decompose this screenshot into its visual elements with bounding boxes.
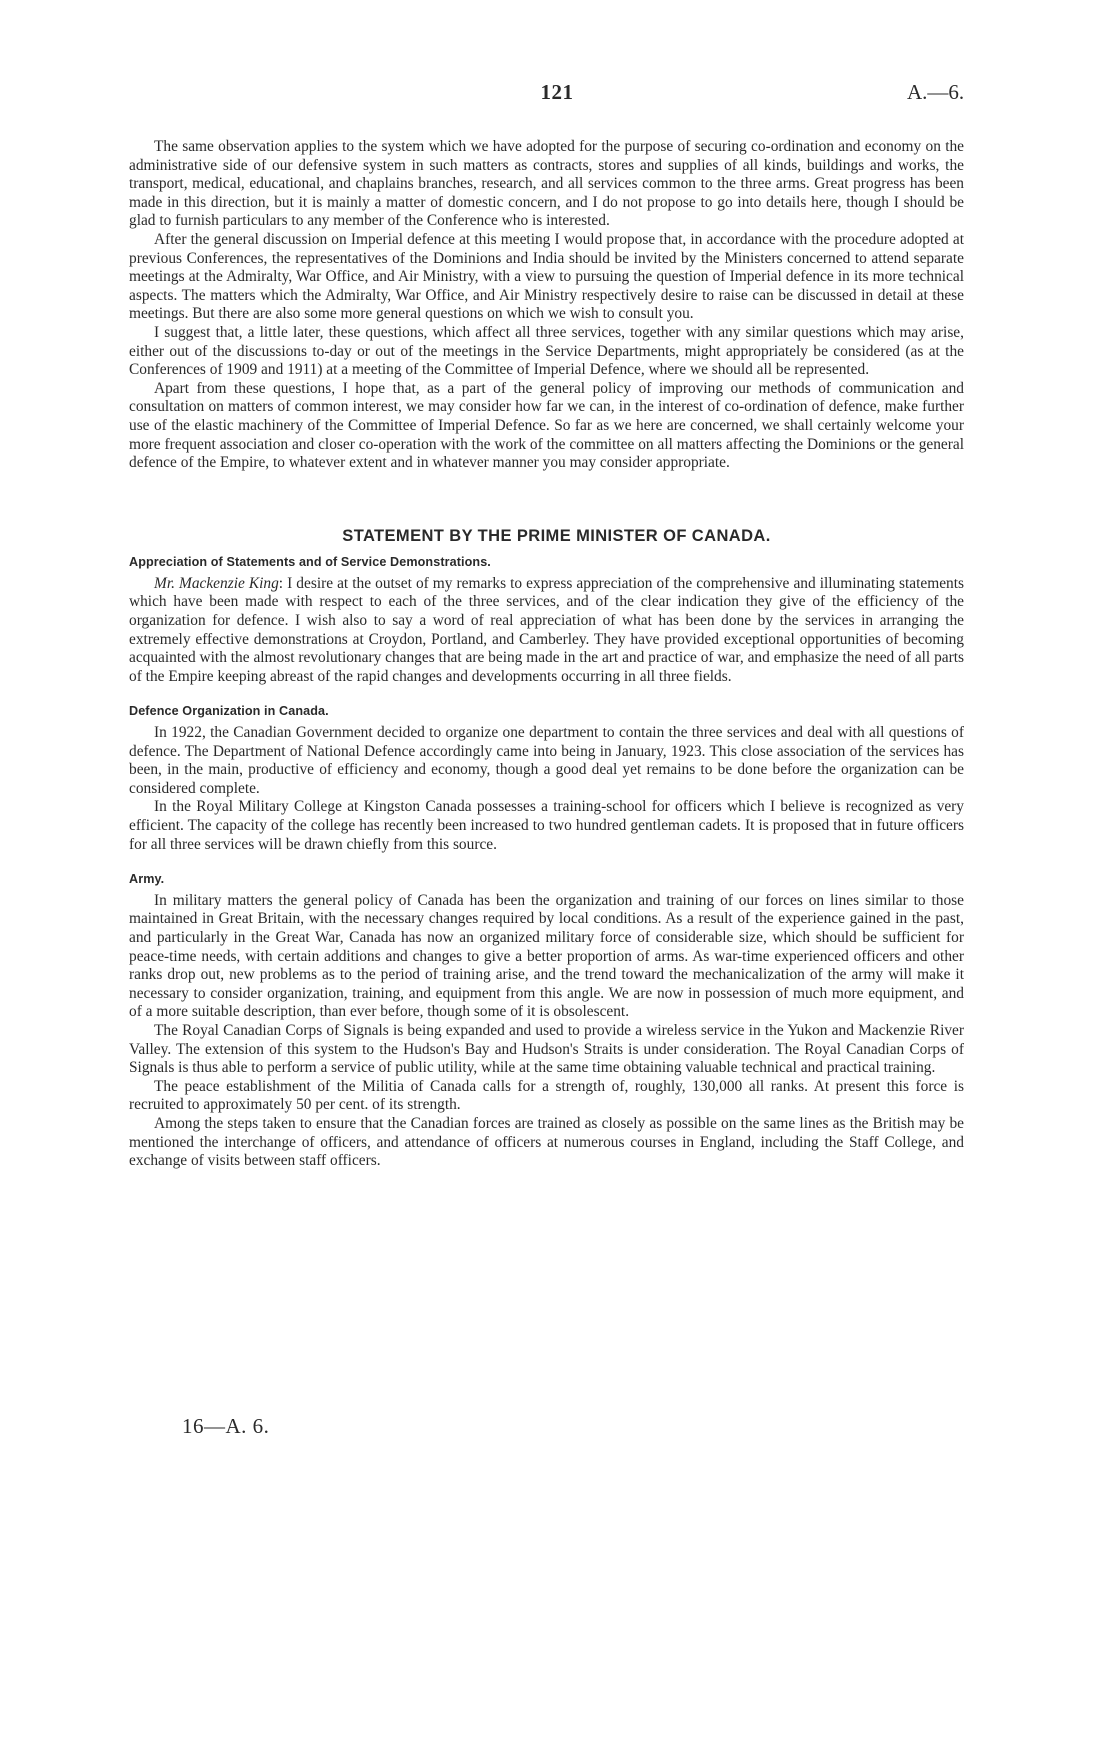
paragraph: In the Royal Military College at Kingston Canada possesses a training-school for officers which I believe is recognized as very efficient. The capacity of the college has recently been increased to two hundred gentleman cadets. It is proposed that in future officers for all three services will be drawn chiefly from this source.: [129, 798, 964, 853]
paragraph: [129, 575, 964, 687]
subheading-army: Army.: [129, 872, 165, 887]
paragraph: In 1922, the Canadian Government decided to organize one department to contain the three services and deal with all questions of defence. The Department of National Defence accordingly came into being in January, 1923. This close association of the services has been, in the main, productive of efficiency and economy, though a good deal yet remains to be done before the organization can be considered complete.: [129, 724, 964, 797]
paragraph: The Royal Canadian Corps of Signals is being expanded and used to provide a wireless service in the Yukon and Mackenzie River Valley. The extension of this system to the Hudson's Bay and Hudson's Straits is under consideration. The Royal Canadian Corps of Signals is thus able to perform a service of public utility, while at the same time obtaining valuable technical and practical training.: [129, 1021, 964, 1077]
page-number: 121: [540, 80, 574, 104]
subheading-appreciation: Appreciation of Statements and of Service Demonstrations.: [129, 555, 491, 570]
paragraph: Apart from these questions, I hope that, as a part of the general policy of improving our methods of communication and consultation on matters of common interest, we may consider how far we can, in the interest of co-ordination of defence, make further use of the elastic machinery of the Committee of Imperial Defence. So far as we here are concerned, we shall certainly welcome your more frequent association and closer co-operation with the work of the committee on all matters affecting the Dominions or the general defence of the Empire, to whatever extent and in whatever manner you may consider appropriate.: [129, 379, 964, 472]
document-reference: A.—6.: [907, 80, 965, 104]
section-title: STATEMENT BY THE PRIME MINISTER OF CANADA.: [342, 526, 771, 545]
speaker-name: Mr. Mackenzie King: [154, 574, 279, 592]
paragraph: In military matters the general policy of Canada has been the organization and training of our forces on lines similar to those maintained in Great Britain, with the necessary changes required by local conditions. As a result of the experience gained in the past, and particularly in the Great War, Canada has now an organized military force of considerable size, which should be sufficient for peace-time needs, with certain additions and changes to give a better proportion of arms. As war-time experienced officers and other ranks drop out, new problems as to the period of training arise, and the trend toward the mechanicalization of the army will make it necessary to consider organization, training, and equipment from this angle. We are now in possession of much more equipment, and of a more suitable description, than ever before, though some of it is obsolescent.: [129, 891, 964, 1021]
document-body: [129, 138, 964, 1171]
speaker-remarks: : I desire at the outset of my remarks to express appreciation of the comprehensive and illuminating statements which have been made with respect to each of the three services, and of the clear indication they give of the efficiency of the organization for defence. I wish also to say a word of real appreciation of what has been done by the services in arranging the extremely effective demonstrations at Croydon, Portland, and Camberley. They have provided exceptional opportunities of becoming acquainted with the almost revolutionary changes that are being made in the art and practice of war, and emphasize the need of all parts of the Empire keeping abreast of the rapid changes and developments occurring in all three fields.: [129, 574, 964, 685]
paragraph: After the general discussion on Imperial defence at this meeting I would propose that, in accordance with the procedure adopted at previous Conferences, the representatives of the Dominions and India should be invited by the Ministers concerned to attend separate meetings at the Admiralty, War Office, and Air Ministry, with a view to pursuing the question of Imperial defence in its more technical aspects. The matters which the Admiralty, War Office, and Air Ministry respectively desire to raise can be discussed in detail at these meetings. But there are also some more general questions on which we wish to consult you.: [129, 230, 964, 323]
subheading-defence-organization: Defence Organization in Canada.: [129, 704, 329, 719]
page-header: [0, 80, 1114, 110]
paragraph: The same observation applies to the system which we have adopted for the purpose of securing co-ordination and economy on the administrative side of our defensive system in such matters as contracts, stores and supplies of all kinds, buildings and works, the transport, medical, educational, and chaplains branches, research, and all services common to the three arms. Great progress has been made in this direction, but it is mainly a matter of domestic concern, and I do not propose to go into details here, though I should be glad to furnish particulars to any member of the Conference who is interested.: [129, 138, 964, 230]
paragraph: I suggest that, a little later, these questions, which affect all three services, together with any similar questions which may arise, either out of the discussions to-day or out of the meetings in the Service Departments, might appropriately be considered (as at the Conferences of 1909 and 1911) at a meeting of the Committee of Imperial Defence, where we should all be represented.: [129, 323, 964, 379]
paragraph: The peace establishment of the Militia of Canada calls for a strength of, roughly, 130,000 all ranks. At present this force is recruited to approximately 50 per cent. of its strength.: [129, 1077, 964, 1114]
paragraph: Among the steps taken to ensure that the Canadian forces are trained as closely as possible on the same lines as the British may be mentioned the interchange of officers, and attendance of officers at numerous courses in England, including the Staff College, and exchange of visits between staff officers.: [129, 1114, 964, 1170]
printer-signature-mark: 16—A. 6.: [182, 1414, 270, 1438]
